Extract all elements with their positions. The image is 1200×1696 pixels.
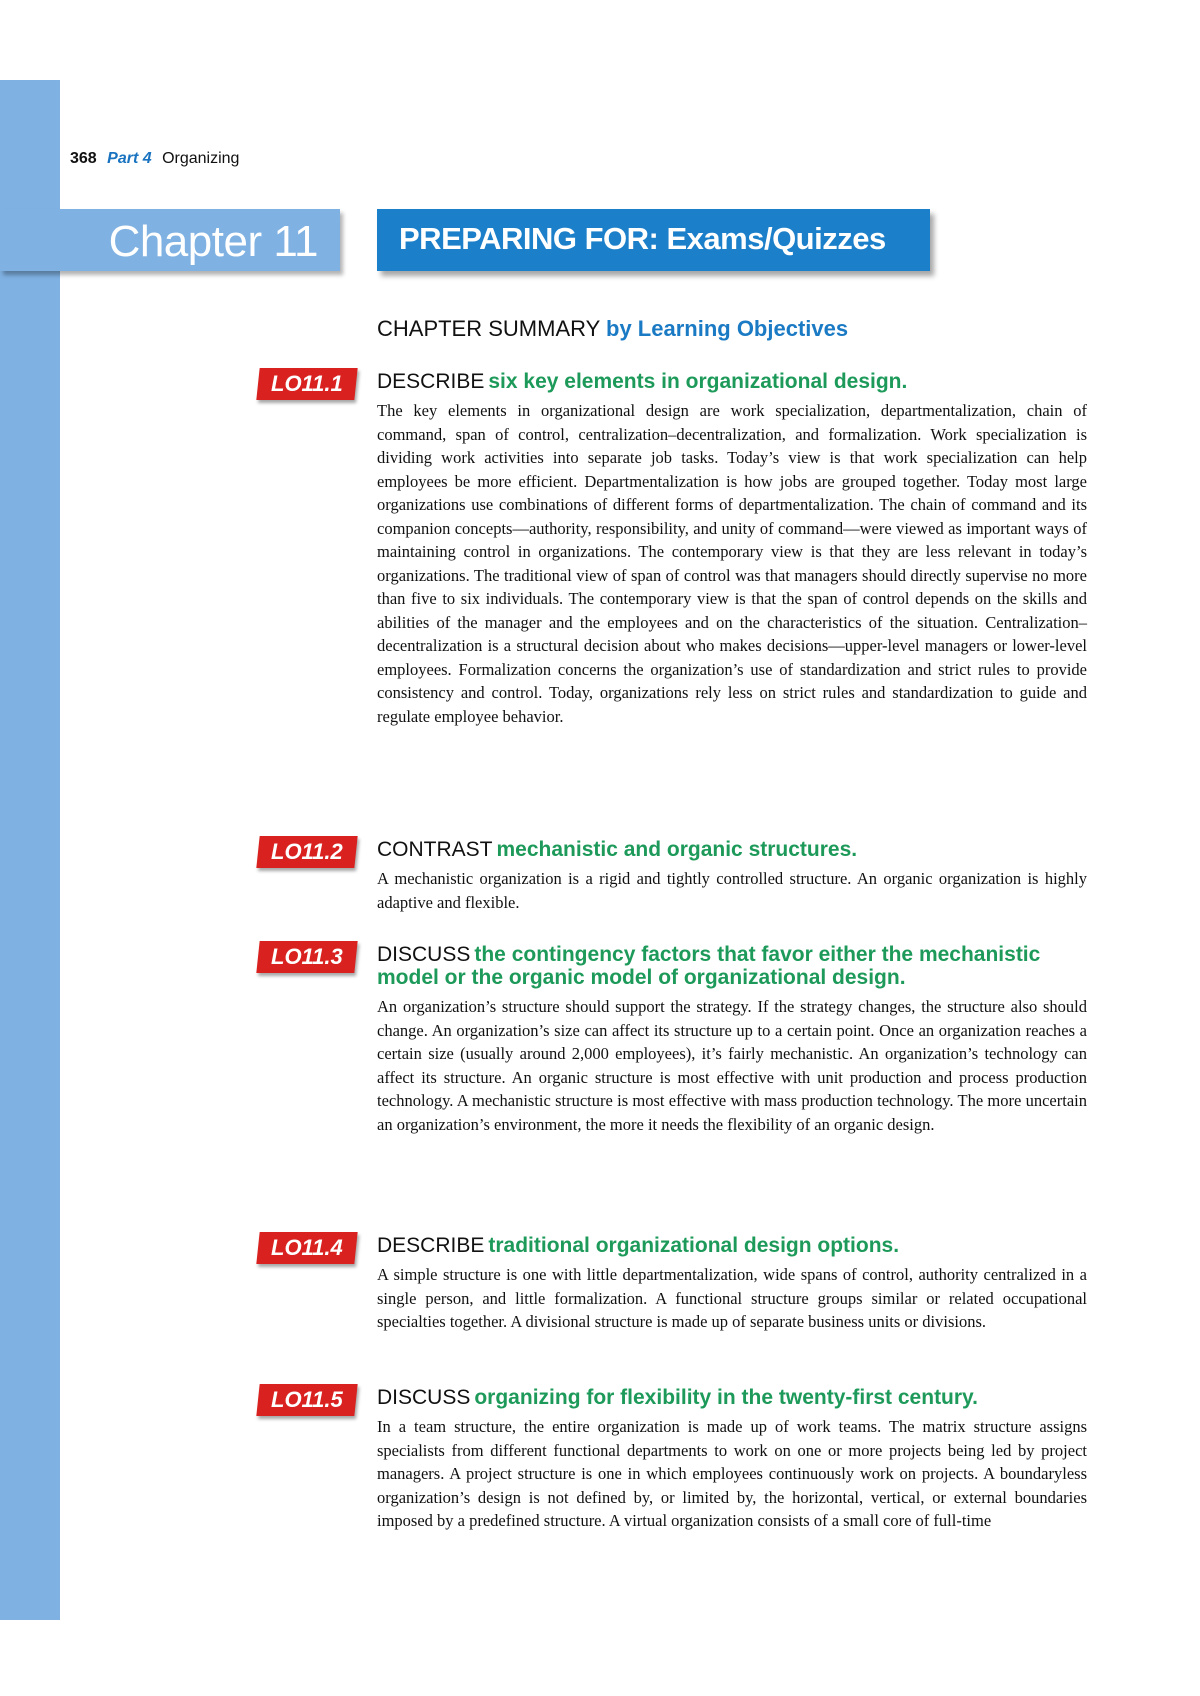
objective-verb: CONTRAST xyxy=(377,838,493,861)
objective-verb: DESCRIBE xyxy=(377,1234,485,1257)
objective-lo11-5 xyxy=(377,1386,1087,1533)
objective-topic: organizing for flexibility in the twenty-first century. xyxy=(474,1386,979,1409)
page-number: 368 xyxy=(70,150,97,167)
preparing-title: PREPARING FOR: Exams/Quizzes xyxy=(399,221,886,256)
lo-code: LO11.5 xyxy=(271,1387,343,1412)
lo-code: LO11.2 xyxy=(271,839,343,864)
side-color-bar xyxy=(0,80,60,1620)
objective-heading xyxy=(377,943,1087,989)
objective-heading xyxy=(377,1386,1087,1409)
chapter-banner xyxy=(0,209,340,271)
objective-body: An organization’s structure should support the strategy. If the strategy changes, the structure also should change. An organization’s size can affect its structure up to a certain point. Once an organization reaches a certain size (usually around 2,000 employees), it’s fairly mechanistic. An organization’s technology can affect its structure. An organic structure is most effective with unit production and process production technology. A mechanistic structure is most effective with mass production technology. The more uncertain an organization’s environment, the more it needs the flexibility of an organic design. xyxy=(377,997,1087,1134)
running-header xyxy=(70,150,239,168)
objective-heading xyxy=(377,1234,1087,1257)
objective-topic: six key elements in organizational design. xyxy=(488,370,908,393)
lo-badge-2 xyxy=(256,836,357,868)
objective-topic: traditional organizational design options. xyxy=(488,1234,900,1257)
objective-body: A mechanistic organization is a rigid and tightly controlled structure. An organic organization is highly adaptive and flexible. xyxy=(377,869,1087,912)
objective-body: A simple structure is one with little departmentalization, wide spans of control, authority centralized in a single person, and little formalization. A functional structure groups similar or related occupational specialties together. A divisional structure is made up of separate business units or divisions. xyxy=(377,1265,1087,1331)
objective-body: In a team structure, the entire organization is made up of work teams. The matrix structure assigns specialists from different functional departments to work on one or more projects being led by project managers. A project structure is one in which employees continuously work on projects. A boundaryless organization’s design is not defined by, or limited by, the horizontal, vertical, or external boundaries imposed by a predefined structure. A virtual organization consists of a small core of full-time xyxy=(377,1417,1087,1530)
lo-code: LO11.4 xyxy=(271,1235,343,1260)
lo-code: LO11.3 xyxy=(271,944,343,969)
chapter-summary-title xyxy=(377,316,848,342)
lo-badge-5 xyxy=(256,1384,357,1416)
objective-lo11-1 xyxy=(377,370,1087,728)
preparing-banner xyxy=(377,209,930,271)
part-label: Part 4 xyxy=(107,150,152,167)
objective-verb: DISCUSS xyxy=(377,1386,471,1409)
section-label: Organizing xyxy=(162,150,240,167)
objective-heading xyxy=(377,838,1087,861)
lo-badge-1 xyxy=(256,368,357,400)
lo-badge-3 xyxy=(256,941,357,973)
objective-topic: mechanistic and organic structures. xyxy=(496,838,858,861)
summary-title-main: CHAPTER SUMMARY xyxy=(377,316,600,341)
objective-lo11-2 xyxy=(377,838,1087,914)
objective-heading xyxy=(377,370,1087,393)
objective-lo11-4 xyxy=(377,1234,1087,1334)
summary-title-accent: by Learning Objectives xyxy=(606,316,849,341)
objective-lo11-3 xyxy=(377,943,1087,1136)
chapter-label: Chapter 11 xyxy=(108,217,318,266)
objective-verb: DISCUSS xyxy=(377,943,471,966)
objective-body: The key elements in organizational design are work specialization, departmentalization, chain of command, span of control, centralization–decentralization, and formalization. Work specialization is dividing work activities into separate job tasks. Today’s view is that work specialization can help employees be more efficient. Departmentalization is how jobs are grouped together. Today most large organizations use combinations of different forms of departmentalization. The chain of command and its companion concepts—authority, responsibility, and unity of command—were viewed as important ways of maintaining control in organizations. The contemporary view is that they are less relevant in today’s organizations. The traditional view of span of control was that managers should directly supervise no more than five to six individuals. The contemporary view is that the span of control depends on the skills and abilities of the manager and the employees and on the characteristics of the situation. Centralization–decentralization is a structural decision about who makes decisions—upper-level managers or lower-level employees. Formalization concerns the organization’s use of standardization and strict rules to provide consistency and control. Today, organizations rely less on strict rules and standardization to guide and regulate employee behavior. xyxy=(377,401,1087,726)
objective-topic: the contingency factors that favor either the mechanistic model or the organic model of organizational design. xyxy=(377,943,1041,989)
lo-code: LO11.1 xyxy=(271,371,343,396)
lo-badge-4 xyxy=(256,1232,357,1264)
objective-verb: DESCRIBE xyxy=(377,370,485,393)
